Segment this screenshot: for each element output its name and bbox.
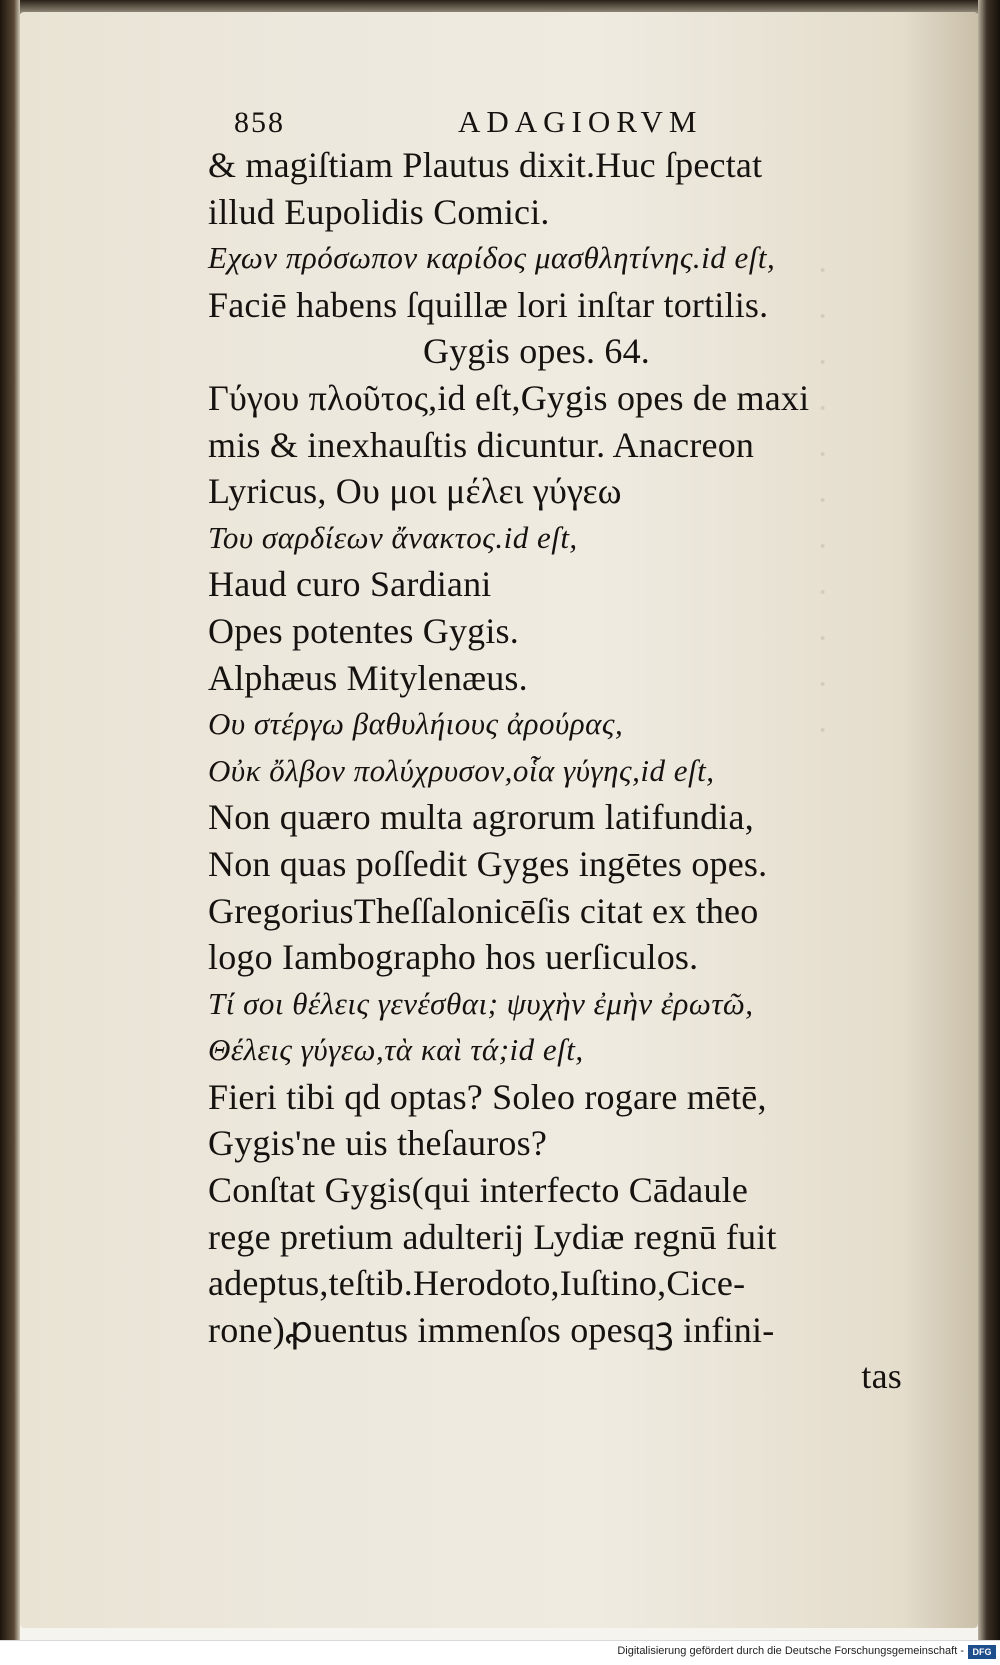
greek-line: Θέλεις γύγεω,τὰ καὶ τά;id eſt, <box>208 1032 584 1068</box>
text-line: Conſtat Gygis(qui interfecto Cādaule <box>208 1170 749 1211</box>
text-line: mis & inexhauſtis dicuntur. Anacreon <box>208 424 755 465</box>
text-line: Alphæus Mitylenæus. <box>208 657 528 698</box>
text-line: Non quas poſſedit Gyges ingētes opes. <box>208 843 768 884</box>
text-line: & magiſtiam Plautus dixit.Huc ſpectat <box>208 145 763 185</box>
text-line: illud Eupolidis Comici. <box>208 191 550 232</box>
page-number: 858 <box>234 106 285 139</box>
catchword: tas <box>861 1356 902 1397</box>
greek-line: Ου στέργω βαθυλήιους ἀρούρας, <box>208 706 624 742</box>
greek-line: Οὐκ ὄλβον πολύχρυσον,οἷα γύγης,id eſt, <box>208 752 715 788</box>
text-line: logo Iambographo hos uerſiculos. <box>208 937 699 978</box>
text-line: rege pretium adulterij Lydiæ regnū fuit <box>208 1216 777 1257</box>
text-line: Fieri tibi qd optas? Soleo rogare mētē, <box>208 1076 767 1117</box>
text-line: Gygis'ne uis theſauros? <box>208 1123 548 1164</box>
text-line: Opes potentes Gygis. <box>208 610 519 651</box>
text-line: Faciē habens ſquillæ lori inſtar tortilis. <box>208 284 769 325</box>
page-header <box>208 98 938 142</box>
text-line: Γύγου πλοῦτος,id eſt,Gygis opes de maxi <box>208 377 810 418</box>
digitization-footer <box>0 1640 1000 1665</box>
funding-credit: Digitalisierung gefördert durch die Deutsche Forschungsgemeinschaft - <box>617 1645 964 1657</box>
show-through: · · · · · · · · · · · <box>817 252 829 749</box>
greek-line: Του σαρδίεων ἄνακτος.id eſt, <box>208 519 578 555</box>
text-line: Lyricus, Ου μοι μέλει γύγεω <box>208 471 622 512</box>
running-head: ADAGIORVM <box>458 104 703 139</box>
text-line: adeptus,teſtib.Herodoto,Iuſtino,Cice- <box>208 1263 746 1304</box>
text-line: GregoriusTheſſalonicēſis citat ex theo <box>208 890 759 931</box>
text-line: rone)ꝓuentus immenſos opesqꝫ infini- <box>208 1309 775 1350</box>
text-line: Non quæro multa agrorum latifundia, <box>208 797 754 838</box>
text-line: Haud curo Sardiani <box>208 564 492 605</box>
scan-frame-left <box>0 0 20 1640</box>
page-text <box>208 98 938 1400</box>
greek-line: Τί σοι θέλεις γενέσθαι; ψυχὴν ἐμὴν ἐρωτῶ, <box>208 985 754 1021</box>
greek-line: Εχων πρόσωπον καρίδος μασθλητίνης.id eſt, <box>208 240 776 276</box>
scan-frame-right <box>978 0 1000 1640</box>
section-heading: Gygis opes. 64. <box>423 331 650 372</box>
dfg-logo[interactable]: DFG <box>968 1645 996 1659</box>
